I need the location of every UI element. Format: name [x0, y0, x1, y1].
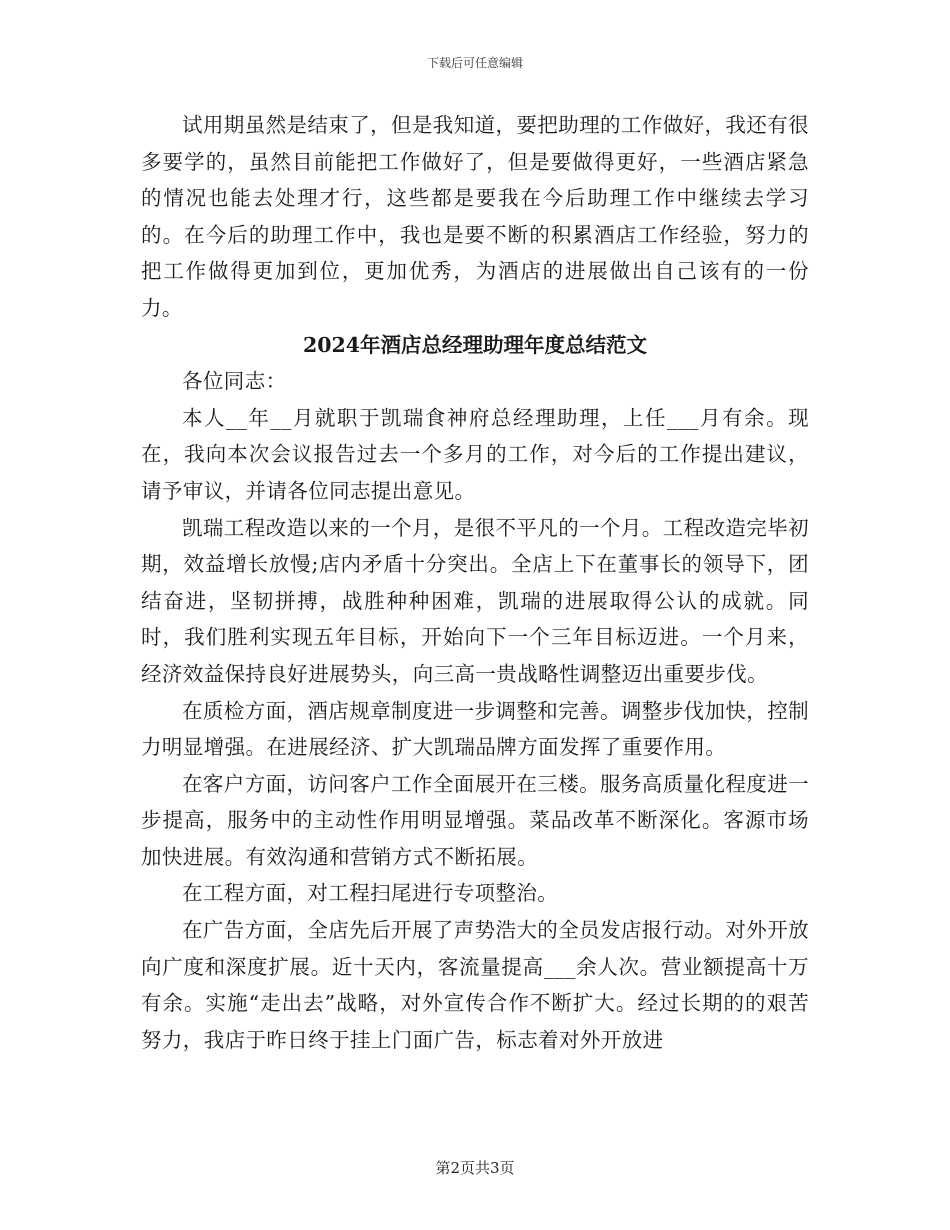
document-body [141, 107, 809, 1058]
paragraph-7: 在广告方面，全店先后开展了声势浩大的全员发店报行动。对外开放向广度和深度扩展。近十天内，客流量提高___余人次。营业额提高十万有余。实施“走出去”战略，对外宣传合作不断扩大。经过长期的的艰苦努力，我店于昨日终于挂上门面广告，标志着对外开放进 [141, 918, 809, 1052]
paragraph-1: 试用期虽然是结束了，但是我知道，要把助理的工作做好，我还有很多要学的，虽然目前能把工作做好了，但是要做得更好，一些酒店紧急的情况也能去处理才行，这些都是要我在今后助理工作中继续去学习的。在今后的助理工作中，我也是要不断的积累酒店工作经验，努力的把工作做得更加到位，更加优秀，为酒店的进展做出自己该有的一份力。 [141, 113, 809, 320]
paragraph-6: 在工程方面，对工程扫尾进行专项整治。 [182, 881, 559, 906]
paragraph-3: 凯瑞工程改造以来的一个月，是很不平凡的一个月。工程改造完毕初期，效益增长放慢;店内矛盾十分突出。全店上下在董事长的领导下，团结奋进，坚韧拼搏，战胜种种困难，凯瑞的进展取得公认的成就。同时，我们胜利实现五年目标，开始向下一个三年目标迈进。一个月来，经济效益保持良好进展势头，向三高一贵战略性调整迈出重要步伐。 [141, 515, 809, 686]
salutation: 各位同志： [182, 369, 287, 394]
document-title: 2024年酒店总经理助理年度总结范文 [302, 332, 648, 357]
page-footer: 第2页共3页 [435, 1159, 515, 1177]
paragraph-2: 本人__年__月就职于凯瑞食神府总经理助理，上任___月有余。现在，我向本次会议报告过去一个多月的工作，对今后的工作提出建议，请予审议，并请各位同志提出意见。 [141, 405, 809, 503]
paragraph-4: 在质检方面，酒店规章制度进一步调整和完善。调整步伐加快，控制力明显增强。在进展经济、扩大凯瑞品牌方面发挥了重要作用。 [141, 698, 809, 760]
page-header: 下载后可任意编辑 [426, 56, 523, 70]
paragraph-5: 在客户方面，访问客户工作全面展开在三楼。服务高质量化程度进一步提高，服务中的主动性作用明显增强。菜品改革不断深化。客源市场加快进展。有效沟通和营销方式不断拓展。 [141, 771, 809, 869]
